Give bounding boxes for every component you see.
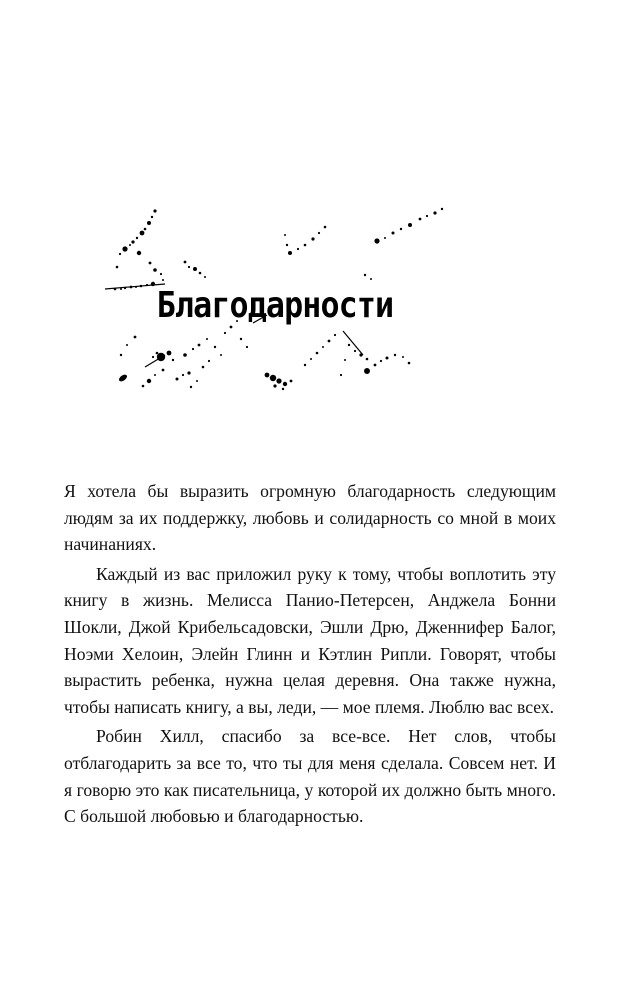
body-text (64, 478, 556, 833)
paragraph: Каждый из вас приложил руку к тому, чтобы воплотить эту книгу в жизнь. Мелисса Панио-Петерсен, Анджела Бонни Шокли, Джой Крибельсадовски, Эшли Дрю, Дженнифер Балог, Ноэми Хелоин, Элейн Глинн и Кэтлин Рипли. Говорят, чтобы вырастить ребенка, нужна целая деревня. Она также нужна, чтобы написать книгу, а вы, леди, — мое племя. Люблю вас всех. (64, 563, 556, 717)
chapter-title: Благодарности (156, 285, 394, 326)
paragraph: Робин Хилл, спасибо за все-все. Нет слов, чтобы отблагодарить за все то, что ты для меня сделала. Совсем нет. И я говорю это как писательница, у которой их должно быть много. С большой любовью и благодарностью. (64, 726, 556, 827)
paragraph: Я хотела бы выразить огромную благодарность следующим людям за их поддержку, любовь и солидарность со мной в моих начинаниях. (64, 481, 556, 555)
chapter-title-block (105, 205, 445, 405)
